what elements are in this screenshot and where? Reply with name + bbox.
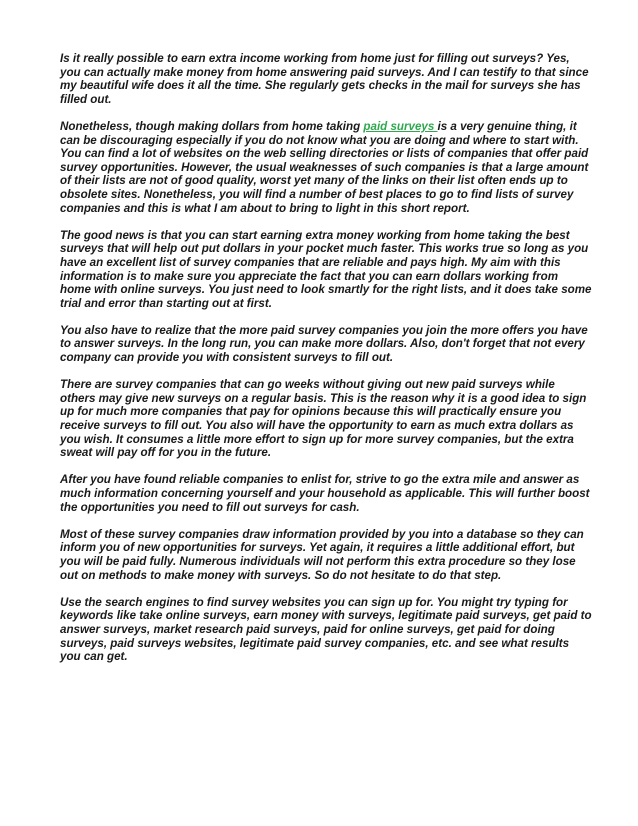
paragraph-text-before-link: Nonetheless, though making dollars from home taking xyxy=(60,119,364,133)
paragraph-good-news: The good news is that you can start earning extra money working from home taking the best surveys that will help out put dollars in your pocket much faster. This works true so long as you have an excellent list of survey companies that are reliable and pays high. My aim with this information is to make sure you appreciate the fact that you can earn dollars working from home with online surveys. You just need to look smartly for the right lists, and it does take some trial and error than starting out at first. xyxy=(60,228,592,310)
paragraph-intro: Is it really possible to earn extra income working from home just for filling out surveys? Yes, you can actually make money from home answering paid surveys. And I can testify to that since my beautiful wife does it all the time. She regularly gets checks in the mail for surveys she has filled out. xyxy=(60,52,589,106)
paragraph-nonetheless xyxy=(60,120,592,215)
document-page xyxy=(60,52,592,677)
paragraph-search-engines: Use the search engines to find survey websites you can sign up for. You might try typing for keywords like take online surveys, earn money with surveys, legitimate paid surveys, get paid to answer surveys, market research paid surveys, paid for online surveys, get paid for doing surveys, paid surveys websites, legitimate paid survey companies, etc. and see what results you can get. xyxy=(60,595,592,664)
paragraph-reliable-companies: After you have found reliable companies to enlist for, strive to go the extra mile and answer as much information concerning yourself and your household as applicable. This will further boost the opportunities you need to fill out surveys for cash. xyxy=(60,473,590,514)
paragraph-text-after-link: is a very genuine thing, it can be discouraging especially if you do not know what you are doing and where to start with. You can find a lot of websites on the web selling directories or lists of companies that offer paid survey opportunities. However, the usual weaknesses of such companies is that a large amount of their lists are not of good quality, worst yet many of the links on their list often ends up to obsolete sites. Nonetheless, you will find a number of best places to go to find lists of survey companies and this is what I am about to bring to light in this short report. xyxy=(60,119,589,215)
paragraph-survey-companies: There are survey companies that can go weeks without giving out new paid surveys while others may give new surveys on a regular basis. This is the reason why it is a good idea to sign up for much more companies that pay for opinions because this will practically ensure you receive surveys to fill out. You also will have the opportunity to earn as much extra dollars as you wish. It consumes a little more effort to sign up for more survey companies, but the extra sweat will pay off for you in the future. xyxy=(60,378,587,460)
paid-surveys-link[interactable]: paid surveys xyxy=(363,119,438,133)
paragraph-database: Most of these survey companies draw information provided by you into a database so they can inform you of new opportunities for surveys. Yet again, it requires a little additional effort, but you will be paid fully. Numerous individuals will not perform this extra procedure so they lose out on methods to make money with surveys. So do not hesitate to do that step. xyxy=(60,527,584,582)
paragraph-realize: You also have to realize that the more paid survey companies you join the more offers you have to answer surveys. In the long run, you can make more dollars. Also, don't forget that not every company can provide you with consistent surveys to fill out. xyxy=(60,323,588,365)
